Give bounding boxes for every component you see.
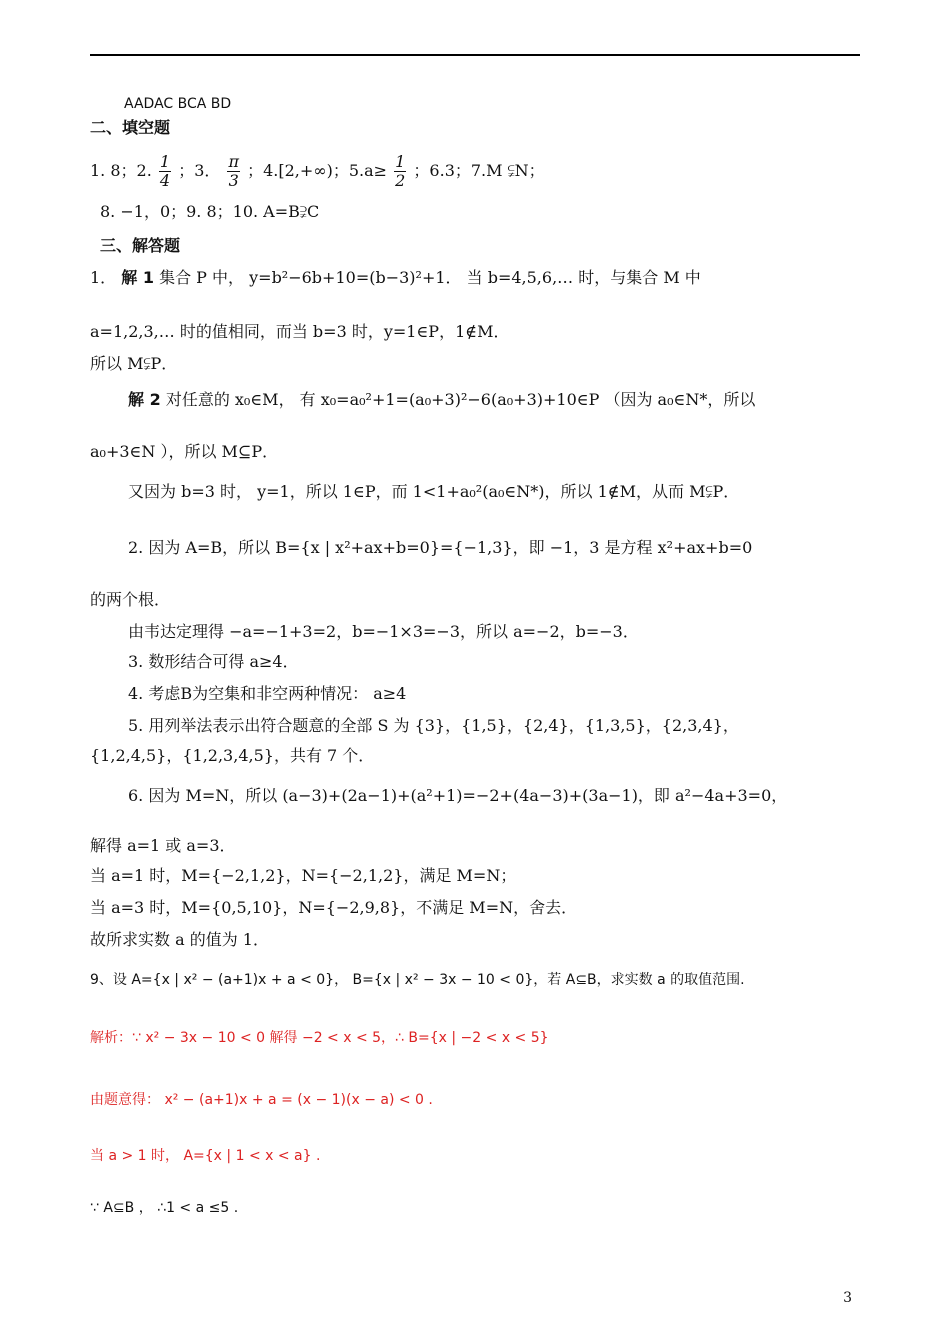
s1-method2-text: 对任意的 x₀∈M， 有 x₀=a₀²+1=(a₀+3)²−6(a₀+3)+10∈P （因为 a₀∈N*，所以 xyxy=(165,390,756,409)
fill-heading: 二、填空题 xyxy=(90,118,171,137)
fraction-one-half xyxy=(394,153,406,190)
fraction-denominator: 4 xyxy=(159,171,171,190)
fill-text-c: ；4.[2,+∞)；5.a≥ xyxy=(247,161,388,180)
s1-line3: 所以 M⫋P． xyxy=(90,354,178,373)
fill-text-b: ；3． xyxy=(178,161,221,180)
s1-method2-label: 解 2 xyxy=(128,390,161,409)
s2-line2: 的两个根． xyxy=(90,590,171,609)
s1-method-label: 解 1 xyxy=(121,268,154,287)
s4-line: 4. 考虑B为空集和非空两种情况： a≥4 xyxy=(128,684,407,703)
s2-line3: 由韦达定理得 −a=−1+3=2，b=−1×3=−3，所以 a=−2，b=−3． xyxy=(128,622,639,641)
fraction-pi-third xyxy=(227,153,240,190)
fill-answers-line2: 8. −1，0；9. 8；10. A=B⫌C xyxy=(100,202,320,221)
s2-line1: 2. 因为 A=B，所以 B={x | x²+ax+b=0}={−1,3}，即 −1，3 是方程 x²+ax+b=0 xyxy=(128,538,753,557)
fill-text-d: ；6.3；7.M ⫋N； xyxy=(413,161,545,180)
s6-line5: 故所求实数 a 的值为 1． xyxy=(90,930,269,949)
problem9-analysis-3: 当 a > 1 时， A={x | 1 < x < a} . xyxy=(90,1148,321,1164)
problem9-analysis-4: ∵ A⊆B ， ∴1 < a ≤5 . xyxy=(90,1200,239,1216)
s5-line1: 5. 用列举法表示出符合题意的全部 S 为 {3}，{1,5}，{2,4}，{1,3,5}，{2,3,4}， xyxy=(128,716,739,735)
s1-text: 集合 P 中， y=b²−6b+10=(b−3)²+1． 当 b=4,5,6,… 时，与集合 M 中 xyxy=(159,268,701,287)
problem9-analysis-2: 由题意得： x² − (a+1)x + a = (x − 1)(x − a) < 0 . xyxy=(90,1092,433,1108)
fill-text-a: 1. 8；2. xyxy=(90,161,152,180)
s6-line3: 当 a=1 时，M={−2,1,2}，N={−2,1,2}，满足 M=N； xyxy=(90,866,517,885)
s6-line4: 当 a=3 时，M={0,5,10}，N={−2,9,8}，不满足 M=N，舍去． xyxy=(90,898,578,917)
fraction-one-quarter xyxy=(159,153,171,190)
s1-line2: a=1,2,3,… 时的值相同，而当 b=3 时，y=1∈P，1∉M． xyxy=(90,322,510,341)
problem9-analysis-1: 解析：∵ x² − 3x − 10 < 0 解得 −2 < x < 5，∴ B={x | −2 < x < 5} xyxy=(90,1030,549,1046)
s1-line4 xyxy=(128,388,755,412)
fraction-denominator: 3 xyxy=(228,171,239,190)
s6-line2: 解得 a=1 或 a=3． xyxy=(90,836,236,855)
header-rule xyxy=(90,54,860,56)
fraction-numerator: 1 xyxy=(395,152,406,171)
solve-heading: 三、解答题 xyxy=(100,236,181,255)
page-number: 3 xyxy=(843,1290,852,1306)
fill-answers-line1 xyxy=(90,150,545,192)
s6-line1: 6. 因为 M=N，所以 (a−3)+(2a−1)+(a²+1)=−2+(4a−3)+(3a−1)，即 a²−4a+3=0， xyxy=(128,786,788,805)
s3-line: 3. 数形结合可得 a≥4． xyxy=(128,652,299,671)
s1-number: 1． xyxy=(90,268,117,287)
fraction-numerator: 1 xyxy=(159,152,171,171)
s1-line6: 又因为 b=3 时， y=1，所以 1∈P，而 1<1+a₀²(a₀∈N*)，所以 1∉M，从而 M⫋P． xyxy=(128,482,740,501)
fraction-denominator: 2 xyxy=(395,171,406,190)
s5-line2: {1,2,4,5}，{1,2,3,4,5}，共有 7 个． xyxy=(90,746,375,765)
choice-answers: AADAC BCA BD xyxy=(124,96,232,112)
fraction-numerator: π xyxy=(228,152,239,171)
problem9-statement: 9、设 A={x | x² − (a+1)x + a < 0}， B={x | x² − 3x − 10 < 0}，若 A⊆B，求实数 a 的取值范围. xyxy=(90,972,745,988)
s1-line5: a₀+3∈N ），所以 M⊆P． xyxy=(90,442,279,461)
s1-line1 xyxy=(90,266,701,290)
